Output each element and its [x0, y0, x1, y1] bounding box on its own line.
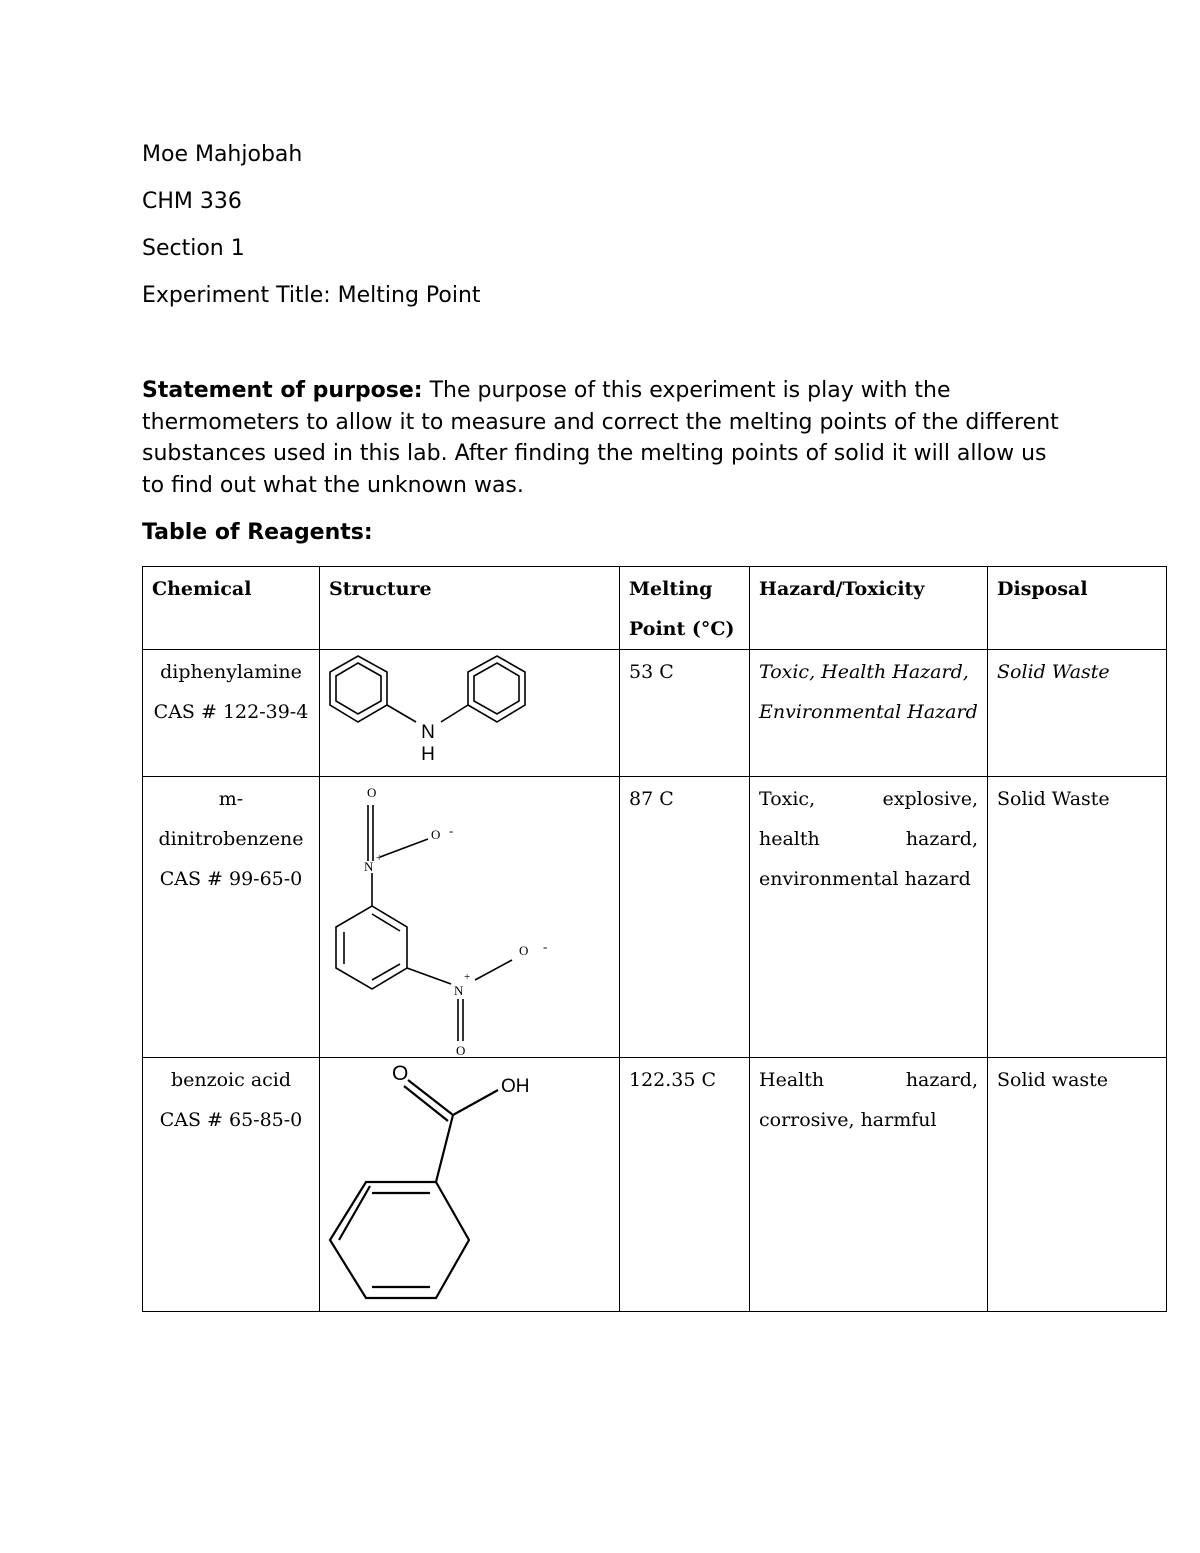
table-row: [143, 650, 1167, 777]
col-header-melting-line-1: Melting: [629, 578, 713, 600]
hydroxyl-label: OH: [501, 1076, 530, 1097]
col-header-chemical: Chemical: [143, 567, 320, 650]
table-header-row: [143, 567, 1167, 650]
chemical-name-part-2: dinitrobenzene: [158, 828, 304, 850]
hazard-cell: [750, 1058, 988, 1312]
hazard-word: health: [759, 828, 820, 850]
disposal-cell: Solid waste: [988, 1058, 1167, 1312]
course-section: Section 1: [142, 236, 245, 261]
chemical-name: benzoic acid: [170, 1069, 292, 1091]
m-dinitrobenzene-structure: [320, 777, 618, 1056]
cas-number: CAS # 65-85-0: [159, 1109, 303, 1131]
chemical-cell: [143, 777, 320, 1058]
chemical-name-part-1: m-: [218, 788, 244, 810]
reagents-table: [142, 566, 1167, 1312]
melting-point-cell: 87 C: [620, 777, 750, 1058]
oxygen-label: O: [431, 827, 441, 842]
col-header-melting-point: [620, 567, 750, 650]
diphenylamine-structure: [320, 650, 618, 775]
hazard-word: Toxic,: [759, 788, 816, 810]
experiment-title: Experiment Title: Melting Point: [142, 283, 481, 308]
structure-cell: [320, 777, 620, 1058]
positive-charge-label: +: [464, 971, 471, 983]
table-heading: Table of Reagents:: [142, 520, 373, 545]
melting-point-cell: 122.35 C: [620, 1058, 750, 1312]
chemical-cell: [143, 650, 320, 777]
negative-charge-label: -: [449, 823, 454, 838]
hazard-line: [759, 779, 978, 819]
col-header-melting-line-2: Point (°C): [629, 618, 735, 640]
hazard-line: environmental hazard: [759, 868, 971, 890]
oxygen-label: O: [392, 1062, 409, 1085]
benzoic-acid-structure: [320, 1058, 618, 1310]
student-name: Moe Mahjobah: [142, 142, 303, 167]
hazard-line: Environmental Hazard: [759, 701, 978, 723]
table-row: [143, 1058, 1167, 1312]
hazard-word: explosive,: [882, 788, 978, 810]
cas-number: CAS # 99-65-0: [159, 868, 303, 890]
disposal-cell: Solid Waste: [988, 650, 1167, 777]
hazard-cell: [750, 650, 988, 777]
hazard-line: [759, 1060, 978, 1100]
structure-cell: [320, 1058, 620, 1312]
hazard-word: hazard,: [905, 1069, 978, 1091]
nitrogen-label: N: [454, 983, 464, 998]
oxygen-label: O: [456, 1043, 466, 1056]
negative-charge-label: -: [543, 939, 548, 954]
col-header-hazard: Hazard/Toxicity: [750, 567, 988, 650]
chemical-cell: [143, 1058, 320, 1312]
course-code: CHM 336: [142, 189, 242, 214]
oxygen-label: O: [367, 785, 377, 800]
hydrogen-label: H: [421, 744, 435, 765]
melting-point-cell: 53 C: [620, 650, 750, 777]
hazard-word: Health: [759, 1069, 825, 1091]
col-header-structure: Structure: [320, 567, 620, 650]
nitrogen-label: N: [364, 859, 374, 874]
purpose-label: Statement of purpose:: [142, 378, 423, 403]
hazard-word: hazard,: [905, 828, 978, 850]
cas-number: CAS # 122-39-4: [153, 701, 309, 723]
hazard-cell: [750, 777, 988, 1058]
hazard-line: Toxic, Health Hazard,: [759, 661, 969, 683]
table-row: [143, 777, 1167, 1058]
statement-of-purpose: [142, 375, 1062, 501]
purpose-text: The purpose of this experiment is play with the thermometers to allow it to measure and correct the melting points of the different substances used in this lab. After finding the melting points of solid it will allow us to find out what the unknown was.: [142, 378, 1059, 498]
structure-cell: [320, 650, 620, 777]
oxygen-label: O: [519, 943, 529, 958]
disposal-cell: Solid Waste: [988, 777, 1167, 1058]
hazard-line: [759, 819, 978, 859]
nitrogen-label: N: [421, 722, 435, 743]
hazard-line: corrosive, harmful: [759, 1109, 937, 1131]
col-header-disposal: Disposal: [988, 567, 1167, 650]
positive-charge-label: +: [376, 852, 383, 864]
chemical-name: diphenylamine: [160, 661, 302, 683]
